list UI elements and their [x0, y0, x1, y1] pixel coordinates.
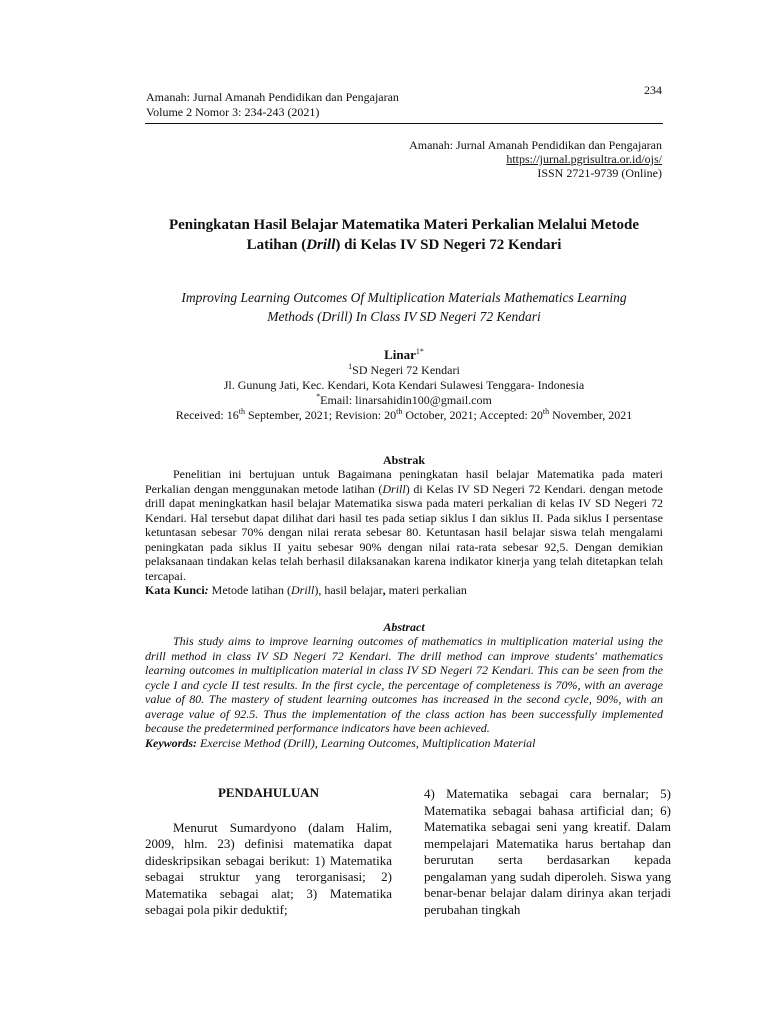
journal-name: Amanah: Jurnal Amanah Pendidikan dan Pengajaran — [146, 90, 399, 104]
body-column-left — [145, 785, 392, 919]
author-block — [130, 347, 678, 423]
abstrak-keywords: Kata Kunci: Metode latihan (Drill), hasil belajar, materi perkalian — [145, 583, 467, 597]
page-number: 234 — [644, 83, 662, 97]
abstract-text: This study aims to improve learning outcomes of mathematics in multiplication material using the drill method in class IV SD Negeri 72 Kendari. The drill method can improve students' mathematics learning outcomes in multiplication material in class IV SD Negeri 72 Kendari. This can be seen from the cycle I and cycle II test results. In the first cycle, the percentage of completeness is 70%, with an average value of 80. The mastery of student learning outcomes has increased in the second cycle, 90%, with an average value of 92.5. Thus the implementation of the class action has been successfully implemented because the predetermined performance indicators have been achieved. — [145, 634, 663, 735]
abstrak-text: Penelitian ini bertujuan untuk Bagaimana peningkatan hasil belajar Matematika pada materi Perkalian dengan menggunakan metode latihan (Drill) di Kelas IV SD Negeri 72 Kendari. dengan metode drill dapat meningkatkan hasil belajar Matematika siswa pada materi perkalian di kelas IV SD Negeri 72 Kendari. Hal tersebut dapat dilihat dari hasil tes pada setiap siklus I dan siklus II. Pada siklus I persentase ketuntasan sebesar 70% dengan nilai rerata sebesar 80. Ketuntasan hasil belajar siswa telah mengalami peningkatan pada siklus II yaitu sebesar 90% dengan nilai rata-rata sebesar 92,5. Dengan demikian pelaksanaan tindakan kelas telah berhasil dilaksanakan karena indikator kinerja yang telah ditetapkan telah tercapai. — [145, 467, 663, 583]
right-paragraph: 4) Matematika sebagai cara bernalar; 5) Matematika sebagai bahasa artificial dan; 6) Matematika sebagai seni yang kreatif. Dalam mempelajari Matematika harus bertahap dan berurutan serta berdasarkan kepada pengalaman yang sudah diperoleh. Siswa yang benar-benar belajar dalam dirinya akan terjadi perubahan tingkah — [424, 786, 671, 917]
paper-title-english — [130, 288, 678, 326]
journal-issn: ISSN 2721-9739 (Online) — [537, 166, 662, 180]
title-en-line-2: Methods (Drill) In Class IV SD Negeri 72 Kendari — [267, 309, 541, 324]
author-email: *Email: linarsahidin100@gmail.com — [316, 392, 492, 407]
body-column-right — [424, 786, 671, 918]
title-line-1: Peningkatan Hasil Belajar Matematika Materi Perkalian Melalui Metode — [168, 217, 640, 233]
journal-info-name: Amanah: Jurnal Amanah Pendidikan dan Pengajaran — [409, 138, 662, 152]
submission-dates: Received: 16th September, 2021; Revision: 20th October, 2021; Accepted: 20th November, 2021 — [175, 407, 633, 422]
header-rule — [145, 123, 663, 124]
paper-title — [130, 215, 678, 255]
abstrak-body — [145, 467, 663, 598]
title-en-line-1: Improving Learning Outcomes Of Multiplication Materials Mathematics Learning — [181, 290, 627, 305]
author-address: Jl. Gunung Jati, Kec. Kendari, Kota Kendari Sulawesi Tenggara- Indonesia — [223, 378, 585, 392]
section-heading: PENDAHULUAN — [217, 785, 320, 800]
abstract-keywords: Keywords: Exercise Method (Drill), Learning Outcomes, Multiplication Material — [145, 735, 536, 750]
author-affiliation: $^1$SD Negeri 72 Kendari — [348, 362, 460, 377]
title-line-2: Latihan (Drill) di Kelas IV SD Negeri 72 Kendari — [246, 237, 562, 253]
abstrak-heading: Abstrak — [382, 453, 425, 467]
author-name: Linar$^{1*}$ — [384, 347, 424, 362]
left-paragraph: Menurut Sumardyono (dalam Halim, 2009, hlm. 23) definisi matematika dapat dideskripsikan sebagai berikut: 1) Matematika sebagai struktur yang terorganisasi; 2) Matematika sebagai alat; 3) Matematika sebagai pola pikir deduktif; — [145, 819, 392, 917]
abstract-heading: Abstract — [383, 620, 425, 634]
abstract-body — [145, 634, 663, 751]
journal-url-link[interactable]: https://jurnal.pgrisultra.or.id/ojs/ — [506, 152, 662, 166]
running-header — [146, 90, 399, 120]
volume-info: Volume 2 Nomor 3: 234-243 (2021) — [146, 105, 320, 119]
journal-info-block — [409, 138, 662, 180]
